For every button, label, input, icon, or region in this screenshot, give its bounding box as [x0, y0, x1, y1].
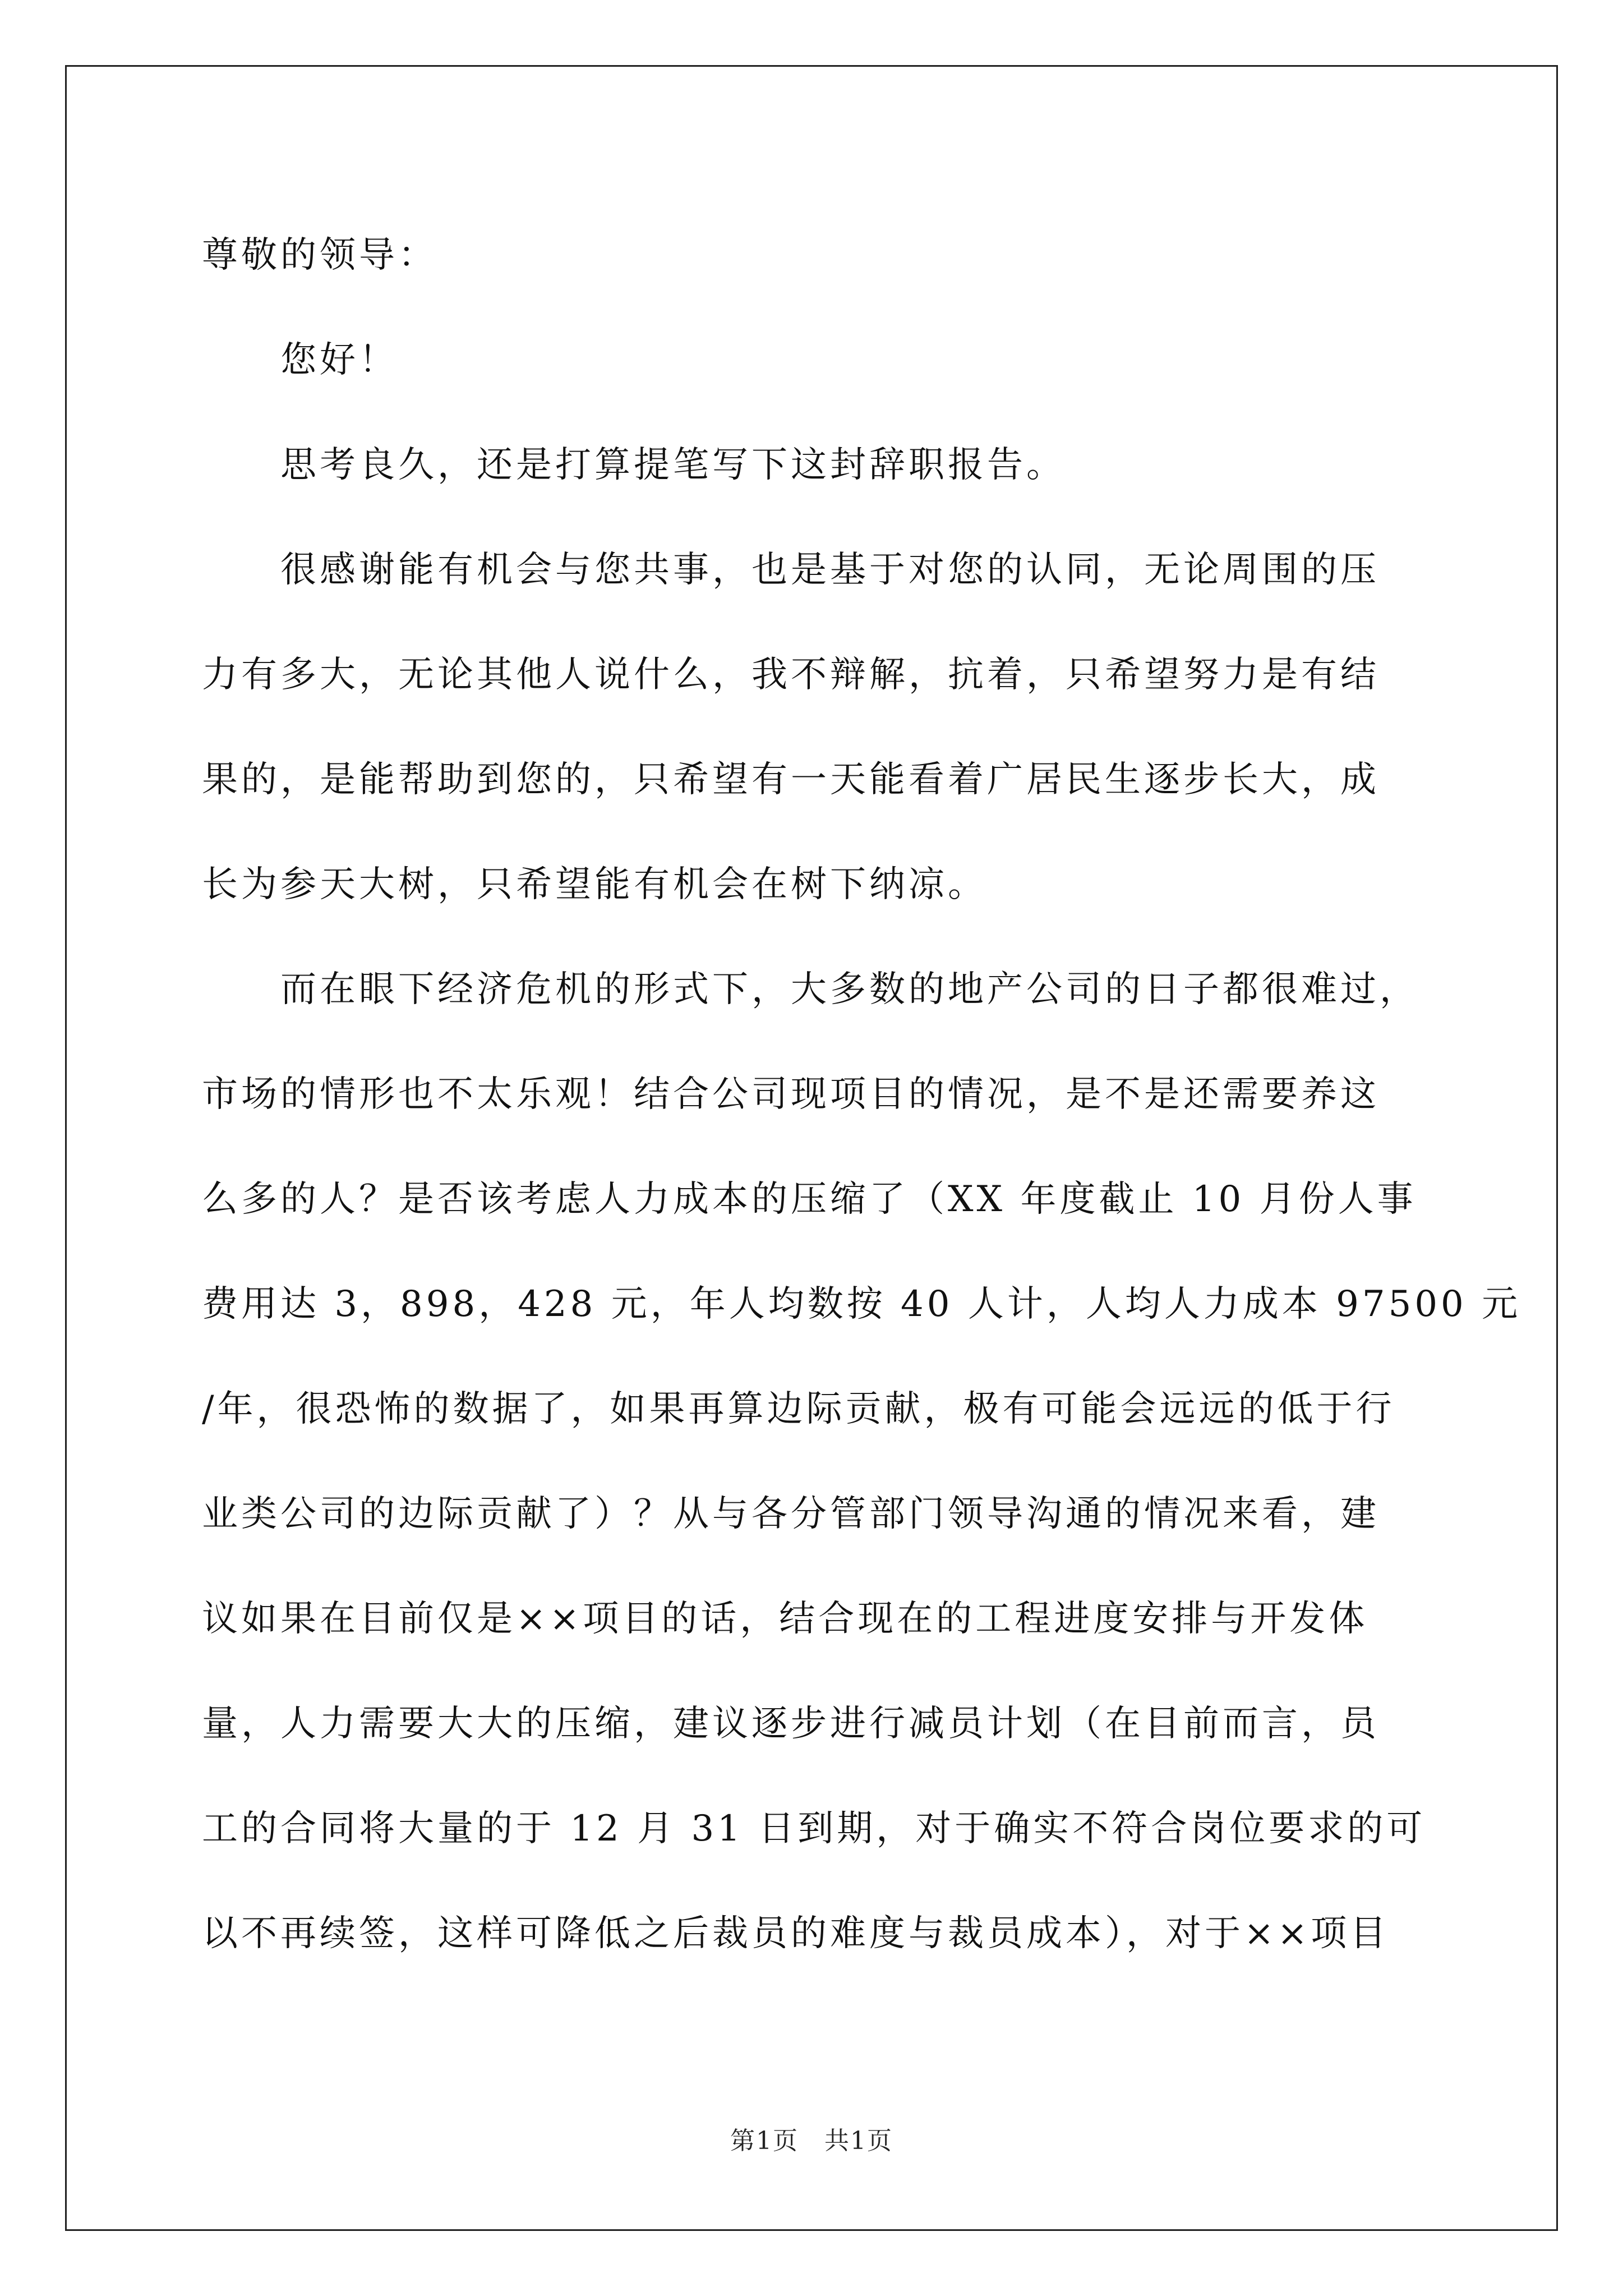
paragraph-line: 思考良久，还是打算提笔写下这封辞职报告。: [280, 444, 1066, 486]
salutation: 尊敬的领导：: [202, 234, 437, 276]
paragraph-line: 业类公司的边际贡献了）？从与各分管部门领导沟通的情况来看，建: [202, 1493, 1380, 1535]
paragraph-line: 么多的人？是否该考虑人力成本的压缩了（XX 年度截止 10 月份人事: [202, 1179, 1417, 1220]
paragraph-line: 以不再续签，这样可降低之后裁员的难度与裁员成本），对于××项目: [202, 1913, 1390, 1954]
paragraph-line: 果的，是能帮助到您的，只希望有一天能看着广居民生逐步长大，成: [202, 759, 1380, 800]
paragraph-line: 长为参天大树，只希望能有机会在树下纳凉。: [202, 864, 987, 905]
greeting: 您好！: [280, 339, 398, 381]
paragraph-line: 市场的情形也不太乐观！结合公司现项目的情况，是不是还需要养这: [202, 1074, 1380, 1115]
paragraph-line: 量，人力需要大大的压缩，建议逐步进行减员计划（在目前而言，员: [202, 1703, 1380, 1745]
paragraph-line: 费用达 3，898，428 元，年人均数按 40 人计，人均人力成本 97500 元: [202, 1283, 1521, 1325]
paragraph-line: 很感谢能有机会与您共事，也是基于对您的认同，无论周围的压: [280, 549, 1380, 591]
paragraph-line: 力有多大，无论其他人说什么，我不辩解，抗着，只希望努力是有结: [202, 654, 1380, 696]
paragraph-line: /年，很恐怖的数据了，如果再算边际贡献，极有可能会远远的低于行: [202, 1388, 1395, 1430]
paragraph-line: 议如果在目前仅是××项目的话，结合现在的工程进度安排与开发体: [202, 1598, 1368, 1640]
page-footer: 第1页 共1页: [730, 2127, 893, 2155]
letter-body: [202, 219, 1521, 2002]
paragraph-line: 而在眼下经济危机的形式下，大多数的地产公司的日子都很难过，: [280, 969, 1419, 1010]
paragraph-line: 工的合同将大量的于 12 月 31 日到期，对于确实不符合岗位要求的可: [202, 1808, 1426, 1849]
